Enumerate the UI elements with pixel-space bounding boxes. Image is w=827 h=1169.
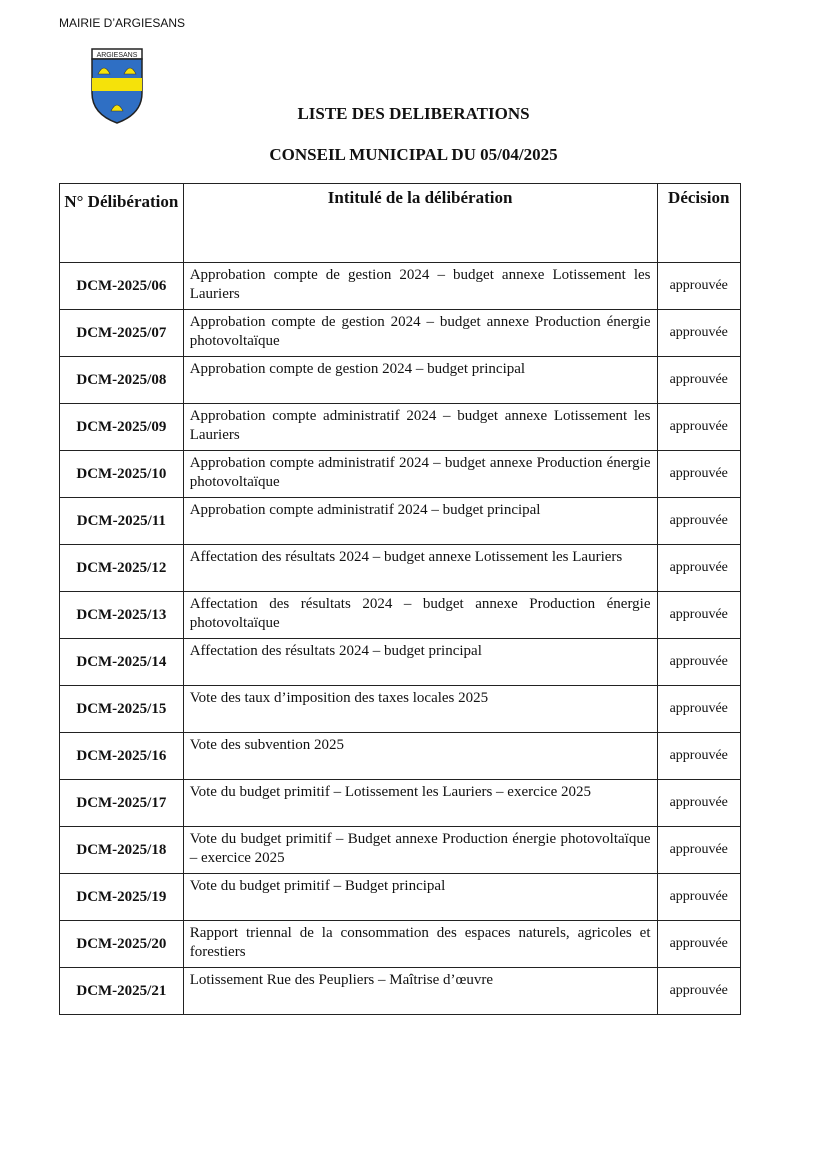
deliberation-title: Approbation compte de gestion 2024 – budget annexe Production énergie photovoltaïque [183, 310, 657, 357]
table-row [60, 921, 741, 968]
table-row [60, 263, 741, 310]
table-row [60, 639, 741, 686]
deliberation-number: DCM-2025/11 [60, 498, 184, 545]
deliberation-decision: approuvée [657, 404, 741, 451]
table-row [60, 874, 741, 921]
deliberations-table [59, 183, 741, 1015]
deliberation-title: Approbation compte de gestion 2024 – budget principal [183, 357, 657, 404]
deliberation-title: Affectation des résultats 2024 – budget principal [183, 639, 657, 686]
table-row [60, 827, 741, 874]
deliberation-number: DCM-2025/15 [60, 686, 184, 733]
table-row [60, 404, 741, 451]
table-row [60, 498, 741, 545]
deliberation-number: DCM-2025/20 [60, 921, 184, 968]
deliberation-decision: approuvée [657, 874, 741, 921]
deliberation-number: DCM-2025/13 [60, 592, 184, 639]
deliberation-decision: approuvée [657, 968, 741, 1015]
header-title: Intitulé de la délibération [183, 184, 657, 263]
deliberation-decision: approuvée [657, 357, 741, 404]
deliberation-title: Vote du budget primitif – Lotissement les Lauriers – exercice 2025 [183, 780, 657, 827]
deliberation-title: Rapport triennal de la consommation des espaces naturels, agricoles et forestiers [183, 921, 657, 968]
table-row [60, 780, 741, 827]
deliberation-number: DCM-2025/18 [60, 827, 184, 874]
deliberation-title: Approbation compte administratif 2024 – budget principal [183, 498, 657, 545]
table-row [60, 451, 741, 498]
table-row [60, 592, 741, 639]
deliberation-title: Approbation compte administratif 2024 – budget annexe Lotissement les Lauriers [183, 404, 657, 451]
deliberation-number: DCM-2025/06 [60, 263, 184, 310]
deliberation-number: DCM-2025/09 [60, 404, 184, 451]
table-row [60, 733, 741, 780]
deliberation-title: Vote des subvention 2025 [183, 733, 657, 780]
document-subtitle: CONSEIL MUNICIPAL DU 05/04/2025 [269, 145, 558, 164]
deliberation-title: Affectation des résultats 2024 – budget annexe Lotissement les Lauriers [183, 545, 657, 592]
deliberation-number: DCM-2025/17 [60, 780, 184, 827]
deliberation-title: Approbation compte administratif 2024 – budget annexe Production énergie photovoltaïque [183, 451, 657, 498]
table-row [60, 545, 741, 592]
deliberation-decision: approuvée [657, 639, 741, 686]
deliberation-title: Affectation des résultats 2024 – budget annexe Production énergie photovoltaïque [183, 592, 657, 639]
deliberation-decision: approuvée [657, 451, 741, 498]
deliberation-number: DCM-2025/16 [60, 733, 184, 780]
deliberation-title: Vote du budget primitif – Budget annexe Production énergie photovoltaïque – exercice 2025 [183, 827, 657, 874]
deliberation-number: DCM-2025/10 [60, 451, 184, 498]
table-row [60, 686, 741, 733]
deliberation-decision: approuvée [657, 263, 741, 310]
document-title: LISTE DES DELIBERATIONS [297, 104, 530, 123]
deliberation-number: DCM-2025/12 [60, 545, 184, 592]
deliberation-decision: approuvée [657, 780, 741, 827]
deliberation-decision: approuvée [657, 733, 741, 780]
deliberation-title: Vote du budget primitif – Budget principal [183, 874, 657, 921]
header-number: N° Délibération [60, 184, 184, 263]
deliberation-decision: approuvée [657, 592, 741, 639]
table-row [60, 968, 741, 1015]
deliberation-number: DCM-2025/19 [60, 874, 184, 921]
deliberation-title: Approbation compte de gestion 2024 – budget annexe Lotissement les Lauriers [183, 263, 657, 310]
deliberation-number: DCM-2025/07 [60, 310, 184, 357]
table-row [60, 310, 741, 357]
table-row [60, 357, 741, 404]
deliberation-decision: approuvée [657, 921, 741, 968]
mairie-name: MAIRIE D’ARGIESANS [59, 16, 186, 30]
deliberation-decision: approuvée [657, 827, 741, 874]
deliberation-title: Vote des taux d’imposition des taxes locales 2025 [183, 686, 657, 733]
header-decision: Décision [657, 184, 741, 263]
deliberation-number: DCM-2025/21 [60, 968, 184, 1015]
deliberation-decision: approuvée [657, 686, 741, 733]
deliberation-decision: approuvée [657, 545, 741, 592]
deliberation-number: DCM-2025/14 [60, 639, 184, 686]
svg-text:ARGIESANS: ARGIESANS [96, 52, 138, 59]
deliberation-number: DCM-2025/08 [60, 357, 184, 404]
table-header-row [60, 184, 741, 263]
deliberation-decision: approuvée [657, 498, 741, 545]
deliberation-decision: approuvée [657, 310, 741, 357]
deliberation-title: Lotissement Rue des Peupliers – Maîtrise d’œuvre [183, 968, 657, 1015]
